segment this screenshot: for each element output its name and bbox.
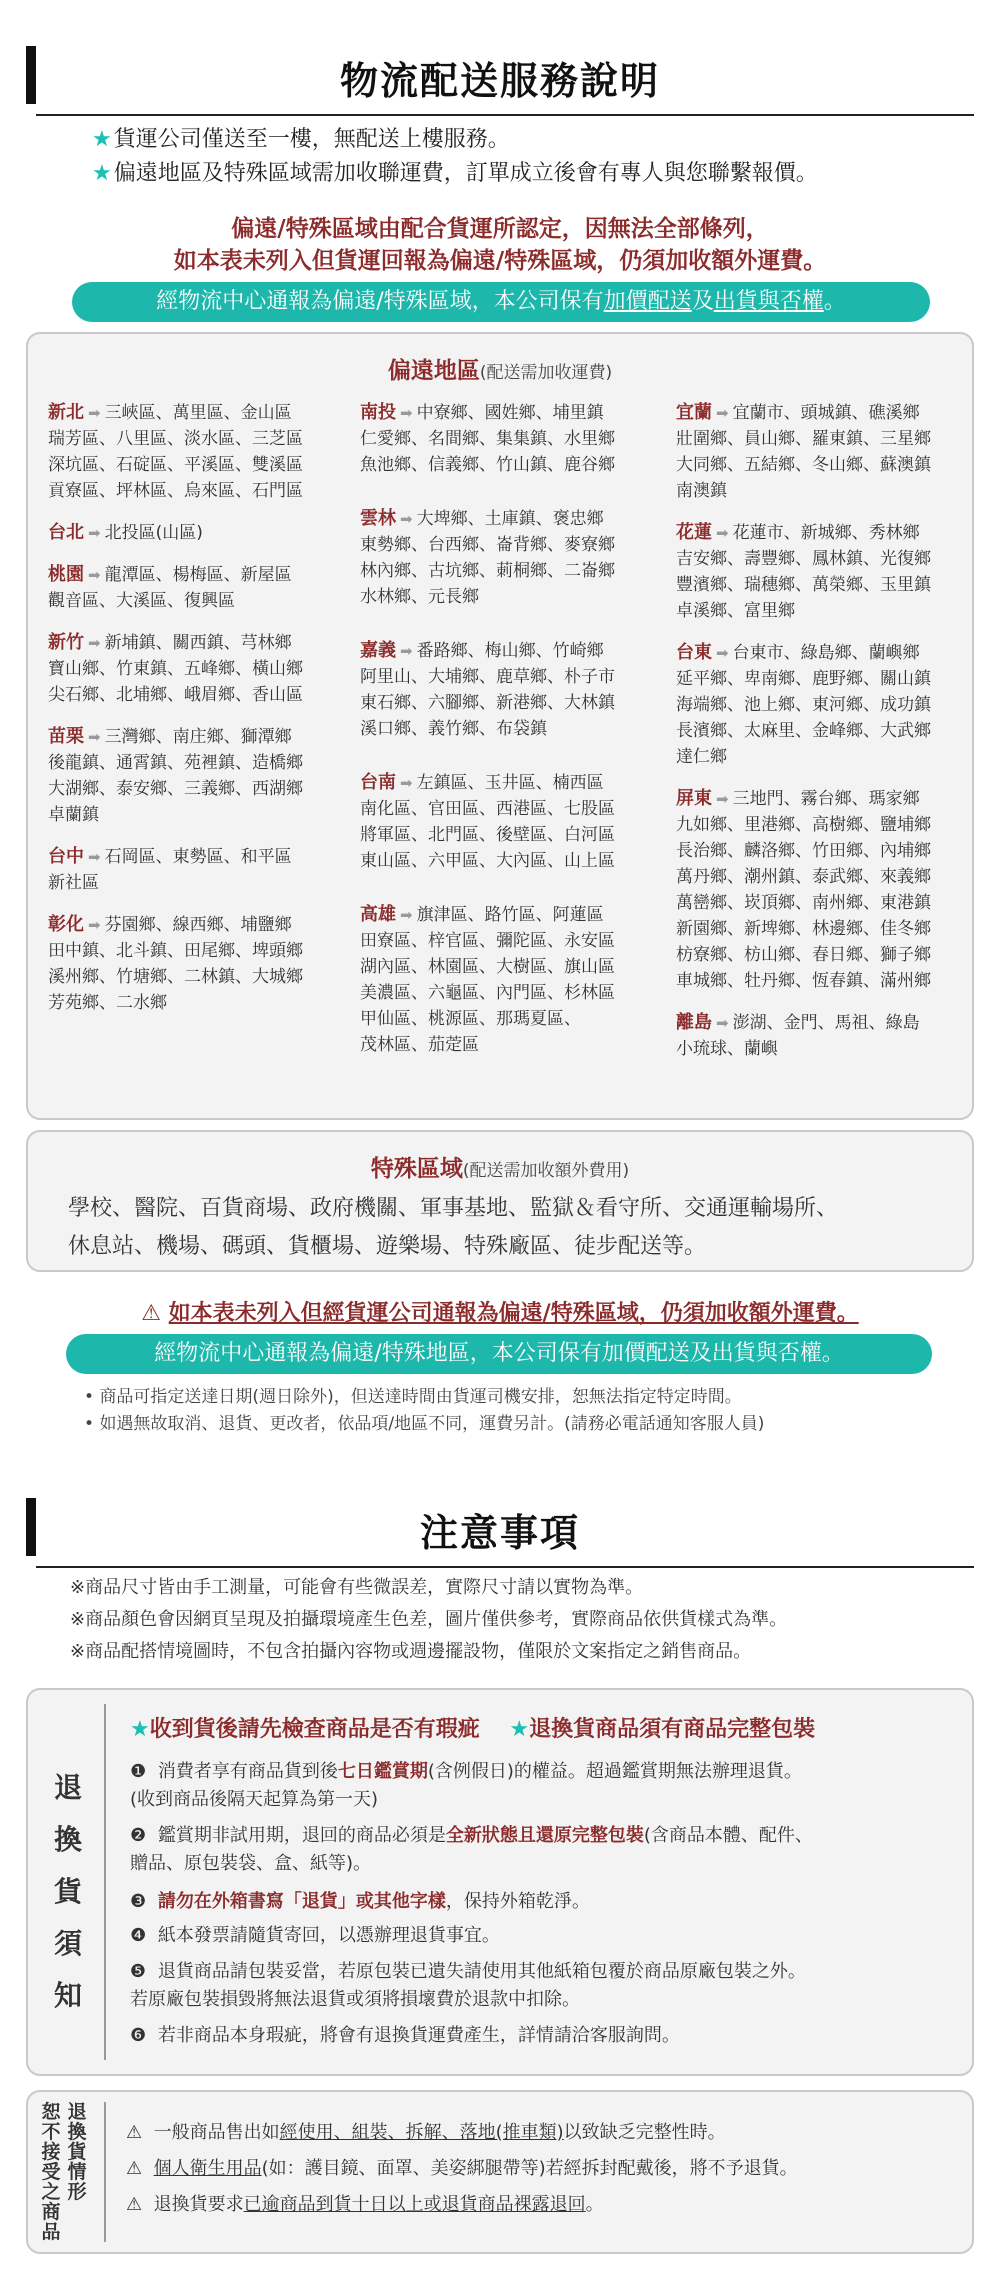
region-name: 台北	[48, 522, 84, 543]
warning-icon: ⚠	[126, 2158, 143, 2179]
region-towns: 澎湖、金門、馬祖、綠島 小琉球、蘭嶼	[676, 1013, 920, 1059]
notice-title: 注意事項	[419, 1510, 580, 1555]
region-block	[360, 902, 660, 1058]
no-return-item: ⚠ 個人衛生用品(如：護目鏡、面罩、美姿綁腿帶等)若經拆封配戴後，將不予退貨。	[126, 2158, 798, 2179]
returns-side-label: 退 換 貨 須 知	[53, 1771, 82, 2012]
warning-teal-banner: 經物流中心通報為偏遠/特殊地區，本公司保有加價配送及出貨與否權。	[66, 1334, 932, 1374]
arrow-right-icon: ➡	[88, 634, 101, 652]
special-areas-title: 特殊區域(配送需加收額外費用)	[370, 1156, 630, 1182]
special-areas-list: 學校、醫院、百貨商場、政府機關、軍事基地、監獄＆看守所、交通運輸場所、 休息站、機場、碼頭、貨櫃場、遊樂場、特殊廠區、徒步配送等。	[68, 1196, 839, 1259]
no-return-item: ⚠ 退換貨要求已逾商品到貨十日以上或退貨商品裸露退回。	[126, 2194, 604, 2215]
arrow-right-icon: ➡	[716, 644, 729, 662]
region-towns: 石岡區、東勢區、和平區 新社區	[48, 847, 292, 893]
shipping-bullets	[84, 1384, 764, 1438]
item-text: 紙本發票請隨貨寄回，以憑辦理退貨事宜。	[157, 1925, 500, 1946]
item-text: 若非商品本身瑕疵，將會有退換貨運費產生，詳情請洽客服詢問。	[157, 2025, 680, 2046]
arrow-right-icon: ➡	[88, 404, 101, 422]
item-text-line2: (收到商品後隔天起算為第一天)	[130, 1789, 379, 1810]
title-underline	[36, 114, 974, 116]
arrow-right-icon: ➡	[716, 404, 729, 422]
returns-panel	[26, 1688, 974, 2076]
arrow-right-icon: ➡	[88, 728, 101, 746]
arrow-right-icon: ➡	[400, 642, 413, 660]
region-block	[360, 506, 660, 610]
arrow-right-icon: ➡	[716, 524, 729, 542]
title-underline	[36, 1566, 974, 1568]
region-name: 新竹	[48, 632, 84, 653]
region-block	[676, 1010, 976, 1062]
item-text: 鑑賞期非試用期，退回的商品必須是	[157, 1825, 446, 1846]
red-note-1: 偏遠/特殊區域由配合貨運所認定，因無法全部條列，	[231, 216, 769, 242]
item-number: ❶	[130, 1761, 152, 1782]
region-block	[676, 400, 976, 504]
arrow-right-icon: ➡	[88, 848, 101, 866]
region-block	[48, 562, 348, 614]
region-block	[48, 724, 348, 828]
warning-icon: ⚠	[141, 1301, 161, 1326]
region-block	[48, 630, 348, 708]
region-towns: 大埤鄉、土庫鎮、褒忠鄉 東勢鄉、台西鄉、崙背鄉、麥寮鄉 林內鄉、古坑鄉、莿桐鄉、二崙鄉 水林鄉、元長鄉	[360, 509, 615, 607]
region-name: 屏東	[676, 788, 712, 809]
item-text: (含商品本體、配件、	[643, 1825, 813, 1846]
region-name: 離島	[676, 1012, 712, 1033]
region-block	[360, 638, 660, 742]
region-name: 彰化	[48, 914, 84, 935]
bullet-item: • 如遇無故取消、退貨、更改者，依品項/地區不同，運費另計。(請務必電話通知客服人員)	[84, 1414, 765, 1434]
arrow-right-icon: ➡	[400, 906, 413, 924]
region-name: 花蓮	[676, 522, 712, 543]
item-text-line2: 贈品、原包裝袋、盒、紙等)。	[130, 1853, 372, 1874]
region-towns: 龍潭區、楊梅區、新屋區 觀音區、大溪區、復興區	[48, 565, 292, 611]
region-name: 高雄	[360, 904, 396, 925]
arrow-right-icon: ➡	[716, 790, 729, 808]
item-text: (含例假日)的權益。超過鑑賞期無法辦理退貨。	[427, 1761, 802, 1782]
return-rule-item	[130, 1822, 930, 1878]
bullet-item: • 商品可指定送達日期(週日除外)，但送達時間由貨運司機安排，恕無法指定特定時間。	[84, 1387, 742, 1407]
item-text: 退貨商品請包裝妥當，若原包裝已遺失請使用其他紙箱包覆於商品原廠包裝之外。	[157, 1961, 806, 1982]
red-note-2: 如本表未列入但貨運回報為偏遠/特殊區域，仍須加收額外運費。	[173, 248, 827, 274]
warning-icon: ⚠	[126, 2194, 143, 2215]
item-text: 消費者享有商品貨到後	[157, 1761, 338, 1782]
region-block	[48, 520, 348, 546]
return-rule-item	[130, 1922, 930, 1950]
region-block	[676, 520, 976, 624]
region-name: 台中	[48, 846, 84, 867]
item-number: ❹	[130, 1925, 152, 1946]
region-towns: 宜蘭市、頭城鎮、礁溪鄉 壯圍鄉、員山鄉、羅東鎮、三星鄉 大同鄉、五結鄉、冬山鄉、蘇澳鎮 南澳鎮	[676, 403, 931, 501]
return-rule-item	[130, 1758, 930, 1814]
region-towns: 北投區(山區)	[104, 523, 203, 543]
notice-line-1: ※商品尺寸皆由手工測量，可能會有些微誤差，實際尺寸請以實物為準。	[70, 1577, 644, 1598]
region-name: 嘉義	[360, 640, 396, 661]
item-number: ❸	[130, 1891, 152, 1912]
region-block	[676, 786, 976, 994]
logistics-title: 物流配送服務說明	[339, 58, 660, 103]
item-highlight: 全新狀態且還原完整包裝	[445, 1825, 644, 1846]
region-block	[676, 640, 976, 770]
region-name: 南投	[360, 402, 396, 423]
item-highlight: 請勿在外箱書寫「退貨」或其他字樣	[157, 1891, 446, 1912]
region-name: 宜蘭	[676, 402, 712, 423]
region-towns: 三灣鄉、南庄鄉、獅潭鄉 後龍鎮、通霄鎮、苑裡鎮、造橋鄉 大湖鄉、泰安鄉、三義鄉、西湖鄉 卓蘭鎮	[48, 727, 303, 825]
return-rule-item	[130, 1888, 930, 1916]
arrow-right-icon: ➡	[400, 510, 413, 528]
region-block	[360, 770, 660, 874]
no-return-item: ⚠ 一般商品售出如經使用、組裝、拆解、落地(推車類)以致缺乏完整性時。	[126, 2122, 726, 2143]
returns-divider	[104, 1704, 106, 2060]
region-towns: 台東市、綠島鄉、蘭嶼鄉 延平鄉、卑南鄉、鹿野鄉、關山鎮 海端鄉、池上鄉、東河鄉、成功鎮 長濱鄉、太麻里、金峰鄉、大武鄉 達仁鄉	[676, 643, 931, 767]
region-towns: 三峽區、萬里區、金山區 瑞芳區、八里區、淡水區、三芝區 深坑區、石碇區、平溪區、雙溪區 貢寮區、坪林區、烏來區、石門區	[48, 403, 303, 501]
notice-line-2: ※商品顏色會因網頁呈現及拍攝環境產生色差，圖片僅供參考，實際商品依供貨樣式為準。	[70, 1609, 788, 1630]
star-line-2: ★偏遠地區及特殊區域需加收聯運費，訂單成立後會有專人與您聯繫報價。	[92, 161, 818, 186]
region-towns: 三地門、霧台鄉、瑪家鄉 九如鄉、里港鄉、高樹鄉、鹽埔鄉 長治鄉、麟洛鄉、竹田鄉、內埔鄉 萬丹鄉、潮州鎮、泰武鄉、來義鄉 萬巒鄉、崁頂鄉、南州鄉、東港鎮 新園鄉、新埤鄉、林邊鄉、佳冬鄉 枋寮鄉、枋山鄉、春日鄉、獅子鄉 車城鄉、牡丹鄉、恆春鎮、滿州鄉	[676, 789, 931, 991]
arrow-right-icon: ➡	[400, 404, 413, 422]
region-block	[360, 400, 660, 478]
region-name: 新北	[48, 402, 84, 423]
logistics-section-header	[0, 46, 1000, 116]
region-name: 雲林	[360, 508, 396, 529]
region-towns: 芬園鄉、線西鄉、埔鹽鄉 田中鎮、北斗鎮、田尾鄉、埤頭鄉 溪州鄉、竹塘鄉、二林鎮、大城鄉 芳苑鄉、二水鄉	[48, 915, 303, 1013]
region-name: 台南	[360, 772, 396, 793]
return-rule-item	[130, 2022, 930, 2050]
star-icon: ★	[509, 1717, 530, 1742]
region-block	[48, 400, 348, 504]
warning-icon: ⚠	[126, 2122, 143, 2143]
item-text-line2: 若原廠包裝損毀將無法退貨或須將損壞費於退款中扣除。	[130, 1989, 580, 2010]
logistics-teal-banner: 經物流中心通報為偏遠/特殊區域，本公司保有加價配送及出貨與否權。	[72, 282, 930, 322]
arrow-right-icon: ➡	[88, 916, 101, 934]
item-text: ，保持外箱乾淨。	[445, 1891, 590, 1912]
arrow-right-icon: ➡	[400, 774, 413, 792]
star-icon: ★	[92, 127, 112, 152]
remote-areas-title: 偏遠地區(配送需加收運費)	[387, 358, 613, 384]
region-towns: 左鎮區、玉井區、楠西區 南化區、官田區、西港區、七股區 將軍區、北門區、後壁區、白河區 東山區、六甲區、大內區、山上區	[360, 773, 615, 871]
arrow-right-icon: ➡	[88, 566, 101, 584]
item-number: ❻	[130, 2025, 152, 2046]
arrow-right-icon: ➡	[88, 524, 101, 542]
region-towns: 花蓮市、新城鄉、秀林鄉 吉安鄉、壽豐鄉、鳳林鎮、光復鄉 豐濱鄉、瑞穗鄉、萬榮鄉、玉里鎮 卓溪鄉、富里鄉	[676, 523, 931, 621]
item-number: ❷	[130, 1825, 152, 1846]
warning-line: ⚠ 如本表未列入但經貨運公司通報為偏遠/特殊區域，仍須加收額外運費。	[141, 1301, 859, 1326]
region-block	[48, 844, 348, 896]
region-towns: 旗津區、路竹區、阿蓮區 田寮區、梓官區、彌陀區、永安區 湖內區、林園區、大樹區、旗山區 美濃區、六龜區、內門區、杉林區 甲仙區、桃源區、那瑪夏區、 茂林區、茄萣區	[360, 905, 615, 1055]
arrow-right-icon: ➡	[716, 1014, 729, 1032]
region-towns: 中寮鄉、國姓鄉、埔里鎮 仁愛鄉、名間鄉、集集鎮、水里鄉 魚池鄉、信義鄉、竹山鎮、鹿谷鄉	[360, 403, 615, 475]
notice-line-3: ※商品配搭情境圖時，不包含拍攝內容物或週邊擺設物，僅限於文案指定之銷售商品。	[70, 1641, 752, 1662]
star-icon: ★	[92, 161, 112, 186]
region-name: 苗栗	[48, 726, 84, 747]
return-rule-item	[130, 1958, 930, 2014]
item-highlight: 七日鑑賞期	[337, 1761, 428, 1782]
returns-headline: ★收到貨後請先檢查商品是否有瑕疵 ★退換貨商品須有商品完整包裝	[130, 1717, 816, 1742]
region-block	[48, 912, 348, 1016]
notice-section-header	[0, 1498, 1000, 1568]
no-return-divider	[104, 2102, 106, 2242]
region-towns: 新埔鎮、關西鎮、芎林鄉 寶山鄉、竹東鎮、五峰鄉、橫山鄉 尖石鄉、北埔鄉、峨眉鄉、香山區	[48, 633, 303, 705]
item-number: ❺	[130, 1961, 152, 1982]
region-name: 台東	[676, 642, 712, 663]
region-name: 桃園	[48, 564, 84, 585]
region-towns: 番路鄉、梅山鄉、竹崎鄉 阿里山、大埔鄉、鹿草鄉、朴子市 東石鄉、六腳鄉、新港鄉、大林鎮 溪口鄉、義竹鄉、布袋鎮	[360, 641, 615, 739]
star-icon: ★	[130, 1717, 150, 1742]
star-line-1: ★貨運公司僅送至一樓，無配送上樓服務。	[92, 127, 510, 152]
